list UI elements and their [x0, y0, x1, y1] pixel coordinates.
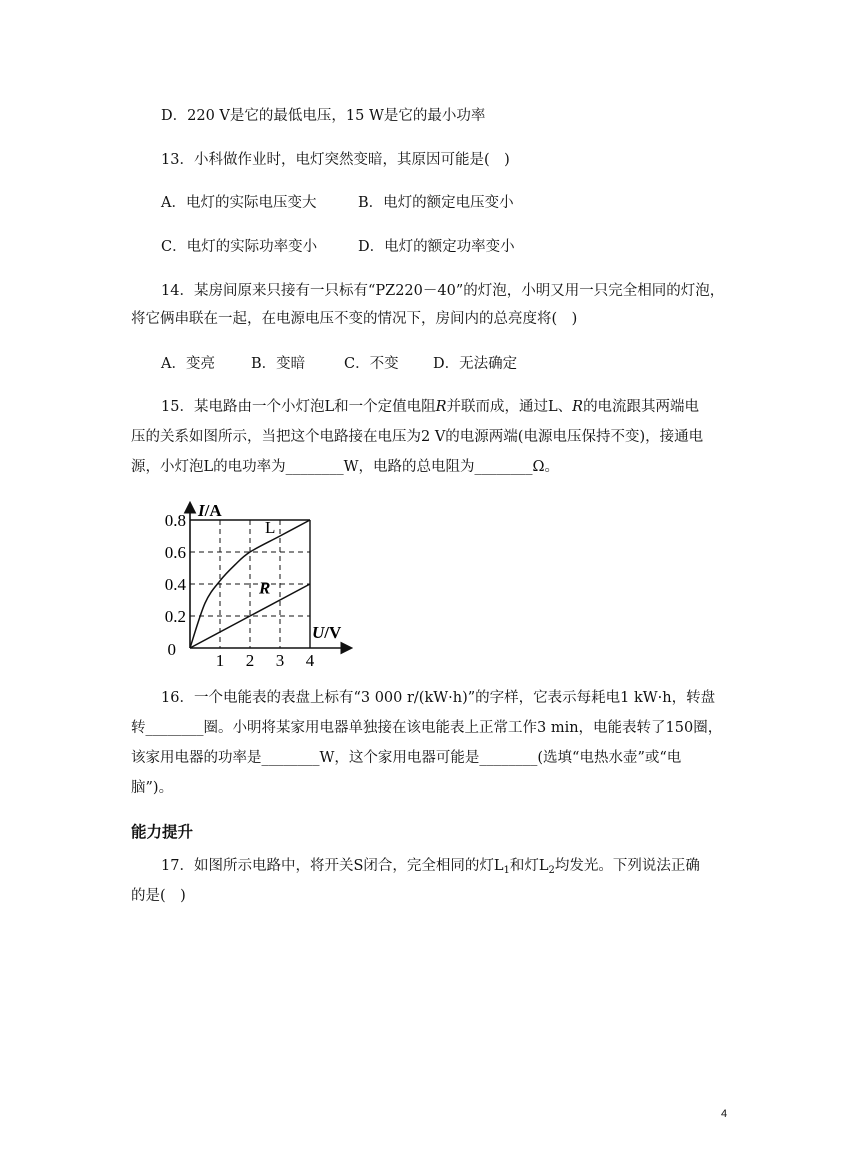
q15-text-b: 并联而成，通过L、: [446, 399, 573, 415]
q15-resistor-symbol-2: R: [572, 399, 584, 415]
q16-line4: 脑”)。: [131, 780, 174, 796]
y-axis-label: I/A: [198, 501, 222, 520]
q15-resistor-symbol: R: [435, 399, 447, 415]
y-tick-0.4: 0.4: [164, 575, 186, 594]
origin-label: 0: [167, 640, 176, 659]
q16-line1: 16．一个电能表的表盘上标有“3 000 r/(kW·h)”的字样，它表示每耗电1 kW·h，转盘: [161, 690, 716, 706]
q14-option-b: B．变暗: [251, 356, 306, 372]
series-label-L: L: [265, 517, 276, 537]
y-tick-0.6: 0.6: [164, 543, 186, 562]
x-axis-label: U/V: [312, 623, 342, 642]
iu-graph: [150, 500, 390, 670]
q13-stem: 13．小科做作业时，电灯突然变暗，其原因可能是( ): [161, 152, 510, 168]
q15-line2: 压的关系如图所示，当把这个电路接在电压为2 V的电源两端(电源电压保持不变)，接通电: [131, 429, 704, 445]
q15-text-a: 15．某电路由一个小灯泡L和一个定值电阻: [161, 399, 436, 415]
x-tick-3: 3: [275, 651, 285, 670]
y-tick-0.2: 0.2: [164, 607, 186, 626]
q14-stem-line1: 14．某房间原来只接有一只标有“PZ220－40”的灯泡，小明又用一只完全相同的灯泡，: [161, 283, 725, 299]
series-label-R: R: [259, 578, 271, 598]
x-tick-1: 1: [215, 651, 225, 670]
q15-line1: [161, 397, 699, 417]
q14-option-d: D．无法确定: [433, 356, 518, 372]
q15-text-c: 的电流跟其两端电: [583, 399, 700, 415]
q13-option-c: C．电灯的实际功率变小: [161, 239, 318, 255]
q16-line2: 转________圈。小明将某家用电器单独接在该电能表上正常工作3 min，电能表转了150圈，: [131, 720, 723, 736]
q17-text-b: 和灯L: [509, 858, 549, 874]
x-tick-2: 2: [245, 651, 255, 670]
q17-text-a: 17．如图所示电路中，将开关S闭合，完全相同的灯L: [161, 858, 504, 874]
q14-stem-line2: 将它俩串联在一起，在电源电压不变的情况下，房间内的总亮度将( ): [131, 311, 578, 327]
q17-text-c: 均发光。下列说法正确: [554, 858, 700, 874]
q17-line1: [161, 856, 700, 881]
q13-option-a: A．电灯的实际电压变大: [161, 195, 317, 211]
q14-option-c: C．不变: [344, 356, 399, 372]
y-tick-0.8: 0.8: [164, 511, 186, 530]
q17-sub-1: 1: [503, 865, 510, 876]
q15-line3: 源，小灯泡L的电功率为________W，电路的总电阻为________Ω。: [131, 459, 560, 475]
q16-line3: 该家用电器的功率是________W，这个家用电器可能是________(选填“电热水壶”或“电: [131, 750, 682, 766]
chart-grid: [190, 517, 310, 648]
q14-option-a: A．变亮: [161, 356, 215, 372]
q12-option-d: D．220 V是它的最低电压，15 W是它的最小功率: [161, 108, 486, 124]
x-tick-4: 4: [305, 651, 315, 670]
q17-line2: 的是( ): [131, 888, 186, 904]
q13-option-d: D．电灯的额定功率变小: [358, 239, 515, 255]
q17-sub-2: 2: [548, 865, 555, 876]
section-title: 能力提升: [131, 823, 194, 841]
page-number: 4: [721, 1108, 728, 1120]
q13-option-b: B．电灯的额定电压变小: [358, 195, 514, 211]
